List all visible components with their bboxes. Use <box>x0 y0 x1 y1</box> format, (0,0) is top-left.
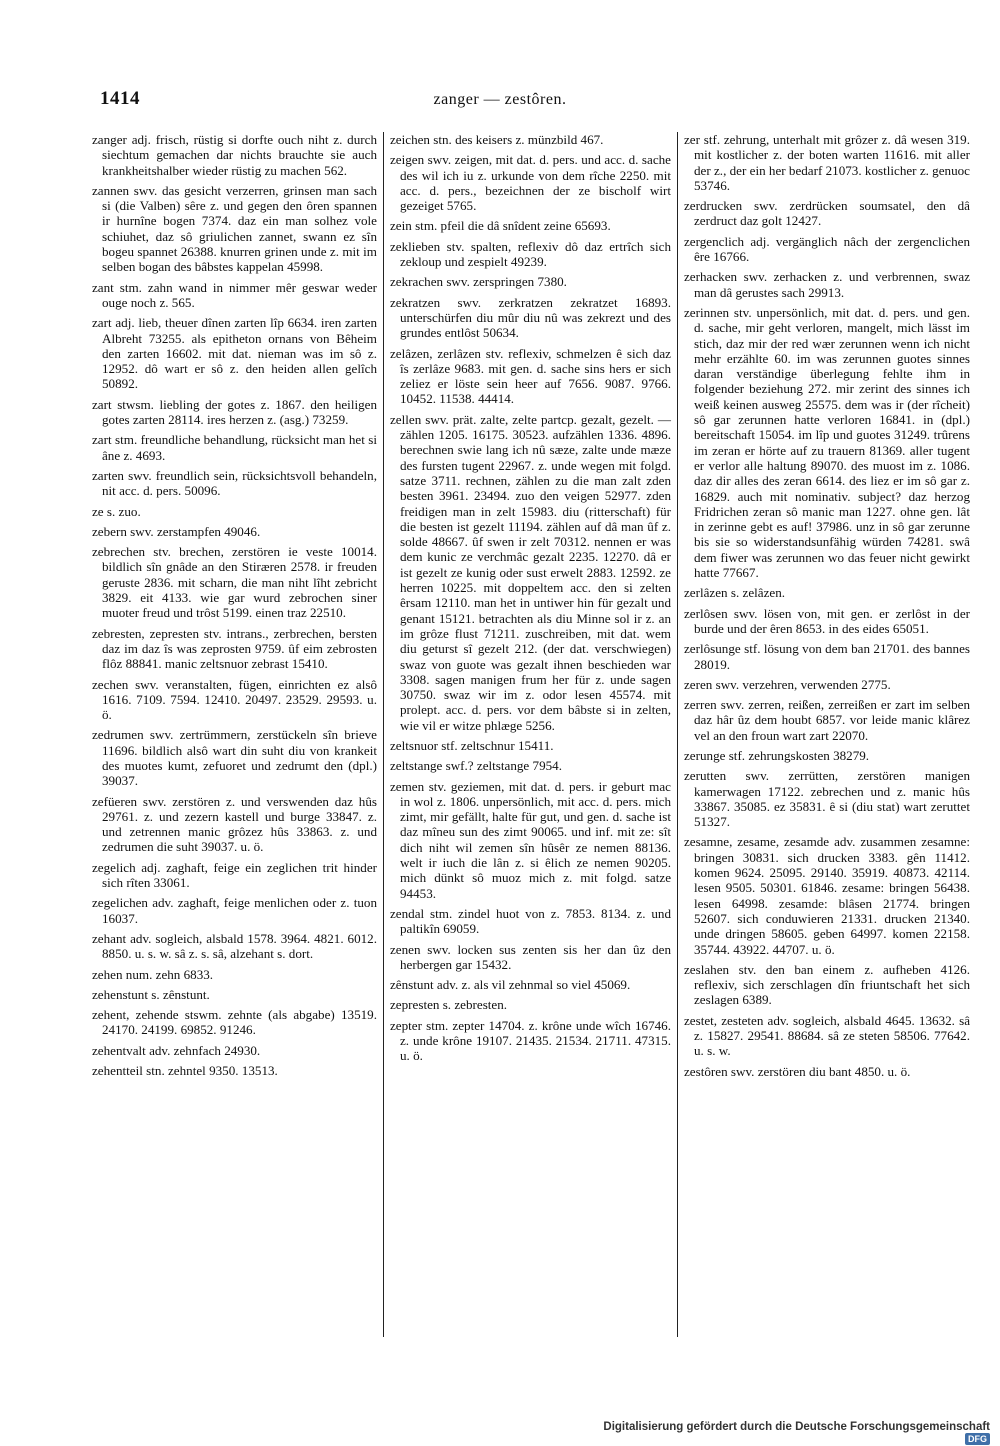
dictionary-entry: zeltstange swf.? zeltstange 7954. <box>390 758 562 774</box>
dictionary-entry: zart stwsm. liebling der gotes z. 1867. den heiligen gotes zarten 28114. ires herzen z. (asg.) 73259. <box>92 396 377 428</box>
dictionary-entry: zehenstunt s. zênstunt. <box>92 986 210 1002</box>
dictionary-entry: zegelich adj. zaghaft, feige ein zeglichen trit hinder sich rîten 33061. <box>92 859 377 891</box>
dictionary-entry: zekrachen swv. zerspringen 7380. <box>390 274 567 290</box>
column-2 <box>384 132 678 1337</box>
page-number: 1414 <box>100 88 140 109</box>
dictionary-entry: zeslahen stv. den ban einem z. aufheben 4126. reflexiv, sich zerschlagen dîn friuntschaft het sich zeslagen 6389. <box>684 961 970 1008</box>
dictionary-entry: zesamne, zesame, zesamde adv. zusammen zesamne: bringen 30831. sich drucken 3383. gên 11412. komen 9624. 25095. 29140. 35919. 40873. 42114. lesen 9505. 50301. 61846. zesame: bringen 56438. lesen 64998. zesamde: blâsen 21774. bringen 52607. sich conduwieren 21331. drucken 21340. unde dringen 58605. geben 64997. komen 22158. 35744. 43922. 44707. u. ö. <box>684 834 970 957</box>
dictionary-entry: zarten swv. freundlich sein, rücksichtsvoll behandeln, nit acc. d. pers. 50096. <box>92 467 377 499</box>
dictionary-entry: zênstunt adv. z. als vil zehnmal so viel 45069. <box>390 977 631 993</box>
dictionary-entry: zerren swv. zerren, reißen, zerreißen er zart im selben daz hâr ûz dem houbt 6857. vor leide manic klârez vel an den froun wart zart 22070. <box>684 697 970 743</box>
dictionary-entry: zanger adj. frisch, rüstig si dorfte ouch niht z. durch siechtum gemachen dar nichts brauchte sie auch krankheitshalber wieder rüstig zu machen 562. <box>92 132 377 178</box>
dictionary-entry: zehant adv. sogleich, alsbald 1578. 3964. 4821. 6012. 8850. u. s. w. sâ z. s. sâ, alzehant s. dort. <box>92 930 377 962</box>
dictionary-entry: zerlôsunge stf. lösung von dem ban 21701. des bannes 28019. <box>684 641 970 672</box>
dictionary-entry: zeichen stn. des keisers z. münzbild 467. <box>390 132 604 147</box>
dictionary-entry: zein stm. pfeil die dâ snîdent zeine 65693. <box>390 218 611 234</box>
column-3 <box>678 132 970 1337</box>
dictionary-entry: zerlôsen swv. lösen von, mit gen. er zerlôst in der burde und der êren 8653. in des eides 65051. <box>684 605 970 636</box>
footer-credit <box>580 1421 990 1446</box>
dictionary-entry: zerutten swv. zerrütten, zerstören manigen kamerwagen 17122. zebrechen und z. manic hûs 33867. 35085. ez 35831. ê si (diu stat) wart zeruttet 51327. <box>684 768 970 830</box>
dictionary-entry: zart stm. freundliche behandlung, rücksicht man het si âne z. 4693. <box>92 432 377 463</box>
dictionary-entry: zannen swv. das gesicht verzerren, grinsen man sach si (die Valben) sêre z. und gegen den ôren spannen ir hurnîne bogen 7374. daz ein man solhez vole schiuhet, daz sô griulichen zannet, swann ez sîn bogeu spannet 26388. knurren grinen unde z. mit im selben bogan des bâbstes kappelan 45998. <box>92 182 377 275</box>
dictionary-entry: zebern swv. zerstampfen 49046. <box>92 523 261 539</box>
dictionary-entry: zenen swv. locken sus zenten sis her dan ûz den herbergen gar 15432. <box>390 941 671 972</box>
dictionary-entry: zer stf. zehrung, unterhalt mit grôzer z. dâ wesen 319. mit kostlicher z. der boten warten 11616. mit aller der z., der ein her bedarf 21073. kostlicher z. genuoc 53746. <box>684 132 970 193</box>
dictionary-entry: zehen num. zehn 6833. <box>92 966 214 982</box>
column-1 <box>92 132 384 1337</box>
dictionary-entry: zechen swv. veranstalten, fügen, einrichten ez alsô 1616. 7109. 7594. 12410. 20497. 23529. 29593. u. ö. <box>92 676 377 723</box>
dictionary-entry: zehent, zehende stswm. zehnte (als abgabe) 13519. 24170. 24199. 69852. 91246. <box>92 1007 377 1038</box>
dictionary-entry: zepter stm. zepter 14704. z. krône unde wîch 16746. z. unde krône 19107. 21435. 21534. 21711. 47315. u. ö. <box>390 1017 671 1064</box>
running-head: zanger — zestôren. <box>433 91 567 108</box>
dictionary-entry: zefüeren swv. zerstören z. und verswenden daz hûs 29761. z. und zezern kastell und burge 33847. z. und zetrennen manic grôzez hûs 33863. z. und zedrumen die suht 39037. u. ö. <box>92 793 377 855</box>
dictionary-columns <box>92 132 970 1352</box>
dictionary-entry: zerdrucken swv. zerdrücken soumsatel, den dâ zerdruct daz golt 12427. <box>684 198 970 229</box>
dictionary-entry: zeltsnuor stf. zeltschnur 15411. <box>390 737 554 753</box>
dictionary-entry: zepresten s. zebresten. <box>390 997 508 1013</box>
dictionary-entry: zellen swv. prät. zalte, zelte partcp. gezalt, gezelt. — zählen 1205. 16175. 30523. aufzählen 1336. 4896. berechnen swie lang ich nû sæze, zalte unde mæze des fursten tugent 22967. z. unde wegen mit folgd. satze 3711. rechnen, zählen zu die man zalt zden besten 3961. 23494. zuo den veigen 52977. zden freidigen man in zelt 15983. diu (ritterschaft) für die besten ist gezelt 11194. zählen auf dâ man ûf z. solde 48667. ûf swen ir zelt 70312. nennen er was dem kunic ze verchmâc gezalt 2235. 12270. dâ er ist gezelt ze kunig oder sust erwelt 2883. 12592. ze herren 10225. mit doppeltem acc. den si zelten êrsam 12110. man het in untiwer hin für gezalt und genant 15121. betrachten als diu Minne sol ir z. an im grôze flust 71211. zuschreiben, mit dat. wem diu geturst sî gezelt 212. (der dat. verschwiegen) swaz von guote was gezalt ihnen beschieden war 3308. sagen manigen frum her für z. unde sagen 30750. swaz wir im z. odor lesen 45574. mit prolept. acc. d. pers. vor dem bâbste si in zelten, wie vil er witze phlæge 5256. <box>390 411 671 733</box>
dfg-logo: DFG <box>965 1433 990 1445</box>
dictionary-entry: zerlâzen s. zelâzen. <box>684 585 786 601</box>
dictionary-entry: zerinnen stv. unpersönlich, mit dat. d. pers. und gen. d. sache, mir geht verloren, mangelt, mich lässt im stich, daz mir der red wær zerunnen wenn ich nicht mehr erzählte 60. im was zerunnen guotes sinnes daran verständige überlegung fehlte ihm in folgender beziehung 272. mir zerint des sinnes ich weiß keinen ausweg 25575. dem was ir (der rîcheit) sô gar zerunnen hatte verloren 16841. in (dpl.) bereitschaft 15054. im lîp und guotes 31249. trûrens im zeran er hörte auf zu trauern 81369. aller tugent er verlor alle haltung 89070. des muost im z. 1086. daz dir alles des zeran 6614. des liez er im sô gar z. 16829. auch mit nominativ. subject? daz herzog Fridrichen zeran sô manic man 1227. ohne gen. lât in zerinne gebt es auf! 37986. unz in sô gar zerunne bis sie so widerstandsunfähig würden 74281. swâ dem fiwer was zerunnen wo das feuer nicht gewirkt hatte 77667. <box>684 304 970 581</box>
dictionary-entry: zeigen swv. zeigen, mit dat. d. pers. und acc. d. sache des wil ich iu z. urkunde von dem rîche 2250. mit acc. d. pers., bezeichnen der ze bischolf wirt gezeiget 5765. <box>390 152 671 214</box>
dictionary-entry: zestet, zesteten adv. sogleich, alsbald 4645. 13632. sâ z. 15827. 29541. 88684. sâ ze steten 58506. 77642. u. s. w. <box>684 1012 970 1059</box>
dictionary-entry: zerhacken swv. zerhacken z. und verbrennen, swaz man dâ gerustes sach 29913. <box>684 269 970 300</box>
footer-credit-text: Digitalisierung gefördert durch die Deutsche Forschungsgemeinschaft <box>603 1421 990 1433</box>
dictionary-entry: zehentteil stn. zehntel 9350. 13513. <box>92 1063 278 1079</box>
dictionary-entry: zendal stm. zindel huot von z. 7853. 8134. z. und paltikîn 69059. <box>390 905 671 937</box>
dictionary-entry: zekratzen swv. zerkratzen zekratzet 16893. unterschürfen diu mûr diu nû was zekrezt und des grundes entlôst 50634. <box>390 294 671 341</box>
dictionary-entry: zebresten, zepresten stv. intrans., zerbrechen, bersten daz im daz îs was zeprosten 9759. ûf eim zebrosten flôz 88841. manic zeltsnuor zebrast 15410. <box>92 625 377 672</box>
dictionary-entry: zeren swv. verzehren, verwenden 2775. <box>684 676 891 692</box>
dictionary-entry: zerunge stf. zehrungskosten 38279. <box>684 747 870 763</box>
dictionary-entry: zart adj. lieb, theuer dînen zarten lîp 6634. iren zarten Albreht 73255. als epitheton ornans von Bêheim den zarten 16602. mit dat. nieman was im sô z. 12952. dô wart er sô z. den heiden allen gelîch 50892. <box>92 315 377 392</box>
dictionary-entry: zebrechen stv. brechen, zerstören ie veste 10014. bildlich sîn gnâde an den Stiræren 2578. ir freuden geruste 2836. mit scharn, die man niht lîht zebricht 3829. eit 4133. wie gar wurd zebrochen siner muoter freud und trôst 5199. einen traz 22510. <box>92 544 377 621</box>
dictionary-entry: zergenclich adj. vergänglich nâch der zergenclichen êre 16766. <box>684 233 970 265</box>
dictionary-entry: zestôren swv. zerstören diu bant 4850. u. ö. <box>684 1063 911 1079</box>
dictionary-entry: ze s. zuo. <box>92 503 141 519</box>
dictionary-entry: zehentvalt adv. zehnfach 24930. <box>92 1042 261 1058</box>
dictionary-entry: zeklieben stv. spalten, reflexiv dô daz ertrîch sich zekloup und zespielt 49239. <box>390 238 671 270</box>
dictionary-entry: zedrumen swv. zertrümmern, zerstückeln sîn brieve 11696. bildlich alsô wart din suht diu von krankeit des muotes kumt, zefuoret und zedrumt den (dpl.) 39037. <box>92 727 377 789</box>
dictionary-entry: zelâzen, zerlâzen stv. reflexiv, schmelzen ê sich daz îs zerlâze 9683. mit gen. d. sache sins hers er sich zeliez er löste sein heer auf 7656. 9087. 9766. 10452. 11538. 44414. <box>390 345 671 407</box>
dictionary-entry: zegelichen adv. zaghaft, feige menlichen oder z. tuon 16037. <box>92 895 377 926</box>
dictionary-entry: zant stm. zahn wand in nimmer mêr geswar weder ouge noch z. 565. <box>92 279 377 310</box>
dictionary-entry: zemen stv. geziemen, mit dat. d. pers. ir geburt mac in wol z. 1806. unpersönlich, mit acc. d. pers. mich zimt, mir gefällt, halte für gut, und gen. d. sache ist daz mîneu sun des zimt 90065. und inf. mit ze: sît dich niht wil zemen sîn hûsêr ze nemen 88136. welt ir iuch die lân z. si êlich ze nemen 90205. mich dünkt sô muoz mich z. mit folgd. satze 94453. <box>390 778 671 901</box>
